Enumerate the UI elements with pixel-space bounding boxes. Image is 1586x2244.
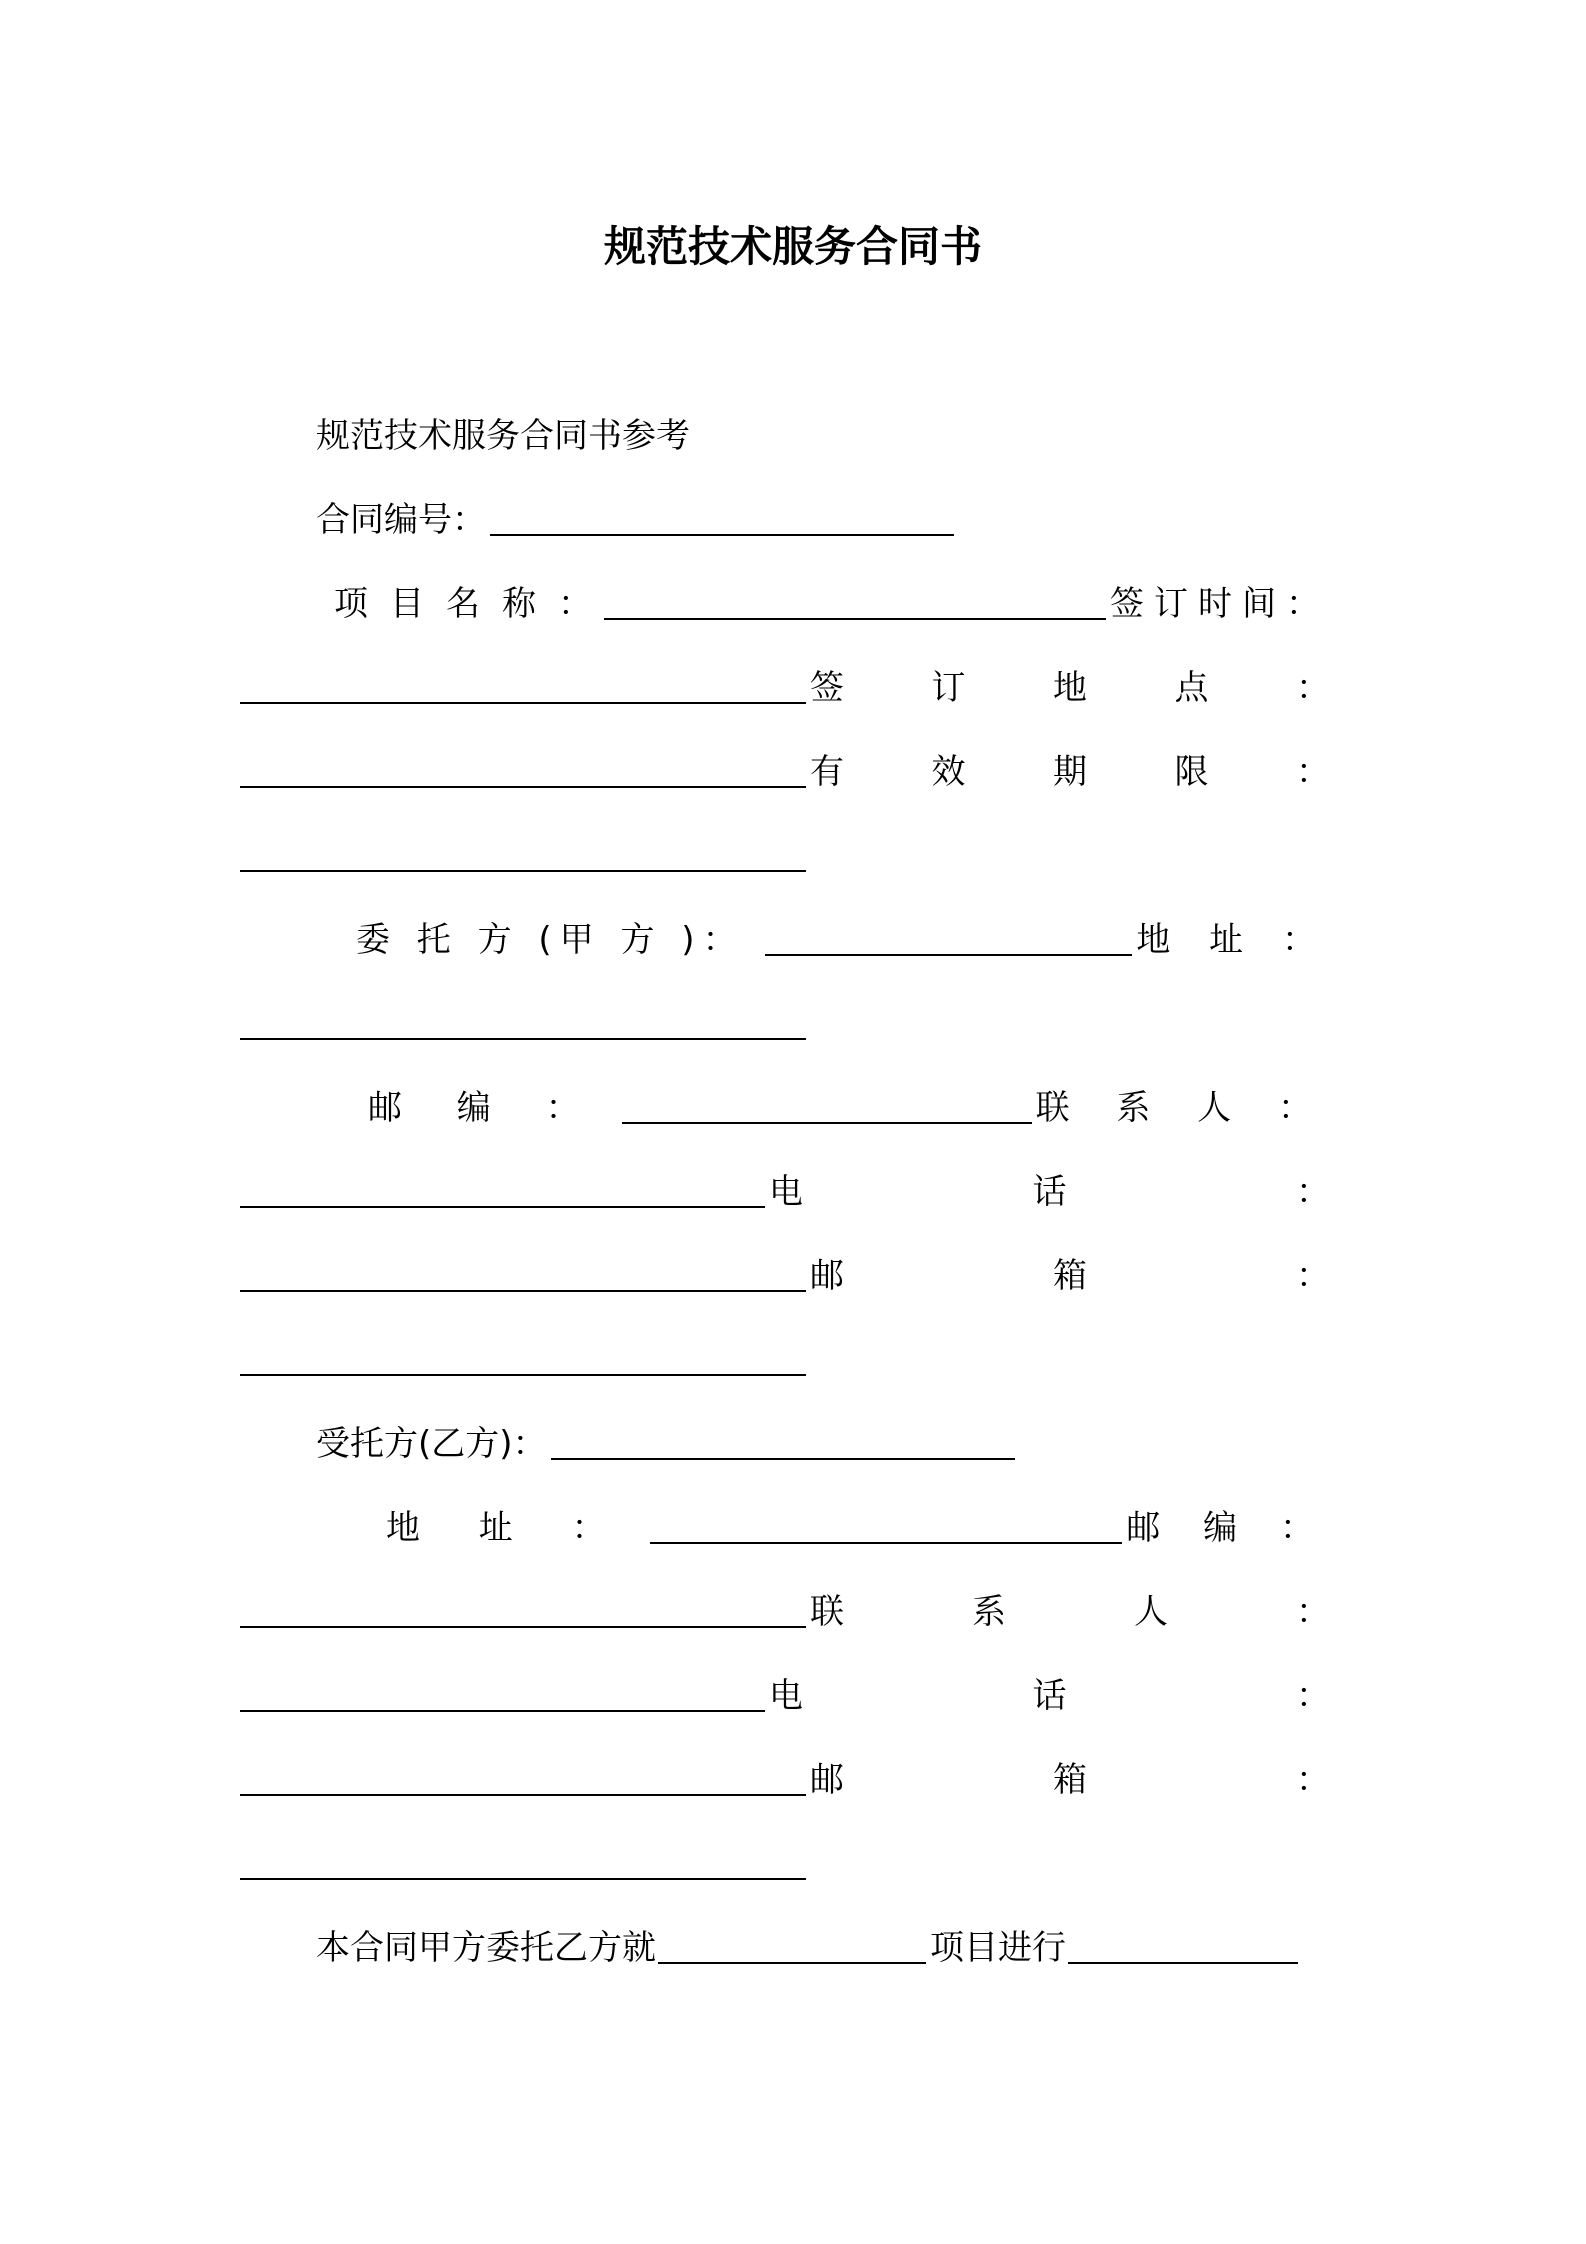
b-postcode-field[interactable]	[240, 1592, 806, 1628]
validity-line	[240, 750, 1330, 794]
b-address-label: 地 址 ：	[386, 1508, 630, 1548]
validity-field-line	[240, 834, 1330, 878]
email-label: 邮 箱 ：	[810, 1256, 1330, 1296]
sign-place-label: 签 订 地 点 ：	[810, 668, 1330, 708]
b-phone-field[interactable]	[240, 1760, 806, 1796]
subtitle: 规范技术服务合同书参考	[316, 416, 690, 456]
client-field[interactable]	[765, 920, 1133, 956]
address-field[interactable]	[240, 1004, 806, 1040]
phone-line	[240, 1170, 1330, 1214]
project-name-line	[334, 582, 1330, 626]
sign-place-field[interactable]	[240, 752, 806, 788]
postcode-field[interactable]	[622, 1088, 1032, 1124]
postcode-line	[368, 1086, 1330, 1130]
contractor-field[interactable]	[551, 1424, 1015, 1460]
contact-label: 联 系 人 ：	[1035, 1088, 1330, 1128]
subtitle-line	[316, 414, 1330, 458]
b-contact-label: 联 系 人 ：	[810, 1592, 1330, 1632]
contract-no-line	[316, 498, 1330, 542]
client-line	[356, 918, 1330, 962]
b-contact-field[interactable]	[240, 1676, 765, 1712]
b-address-field[interactable]	[650, 1508, 1123, 1544]
b-postcode-label: 邮 编 ：	[1126, 1508, 1330, 1548]
project-name-field[interactable]	[604, 584, 1106, 620]
document-title: 规范技术服务合同书	[603, 222, 982, 271]
contract-no-label: 合同编号：	[316, 500, 486, 540]
b-phone-line	[240, 1674, 1330, 1718]
sign-place-line	[240, 666, 1330, 710]
b-email-line	[240, 1758, 1330, 1802]
email-field-line	[240, 1338, 1330, 1382]
b-address-line	[386, 1506, 1330, 1550]
b-phone-label: 电 话 ：	[769, 1676, 1330, 1716]
body-text-2: 项目进行	[930, 1928, 1066, 1968]
sign-time-label: 签订时间：	[1110, 584, 1330, 624]
phone-field[interactable]	[240, 1256, 806, 1292]
contact-field[interactable]	[240, 1172, 765, 1208]
address-label: 地 址 ：	[1136, 920, 1330, 960]
email-line	[240, 1254, 1330, 1298]
postcode-label: 邮 编 ：	[368, 1088, 602, 1128]
body-project-field[interactable]	[658, 1928, 926, 1964]
contractor-label: 受托方(乙方)：	[316, 1424, 547, 1464]
body-action-field[interactable]	[1068, 1928, 1298, 1964]
sign-time-field[interactable]	[240, 668, 806, 704]
b-email-label: 邮 箱 ：	[810, 1760, 1330, 1800]
contractor-line	[316, 1422, 1330, 1466]
b-email-field[interactable]	[240, 1844, 806, 1880]
email-field[interactable]	[240, 1340, 806, 1376]
b-contact-line	[240, 1590, 1330, 1634]
address-field-line	[240, 1002, 1330, 1046]
client-label: 委 托 方 (甲 方 )：	[356, 920, 745, 960]
body-line	[316, 1926, 1330, 1970]
phone-label: 电 话 ：	[769, 1172, 1330, 1212]
validity-field[interactable]	[240, 836, 806, 872]
contract-no-field[interactable]	[490, 500, 954, 536]
body-text-1: 本合同甲方委托乙方就	[316, 1928, 656, 1968]
project-name-label: 项目名称：	[334, 584, 614, 624]
validity-label: 有 效 期 限 ：	[810, 752, 1330, 792]
b-email-field-line	[240, 1842, 1330, 1886]
